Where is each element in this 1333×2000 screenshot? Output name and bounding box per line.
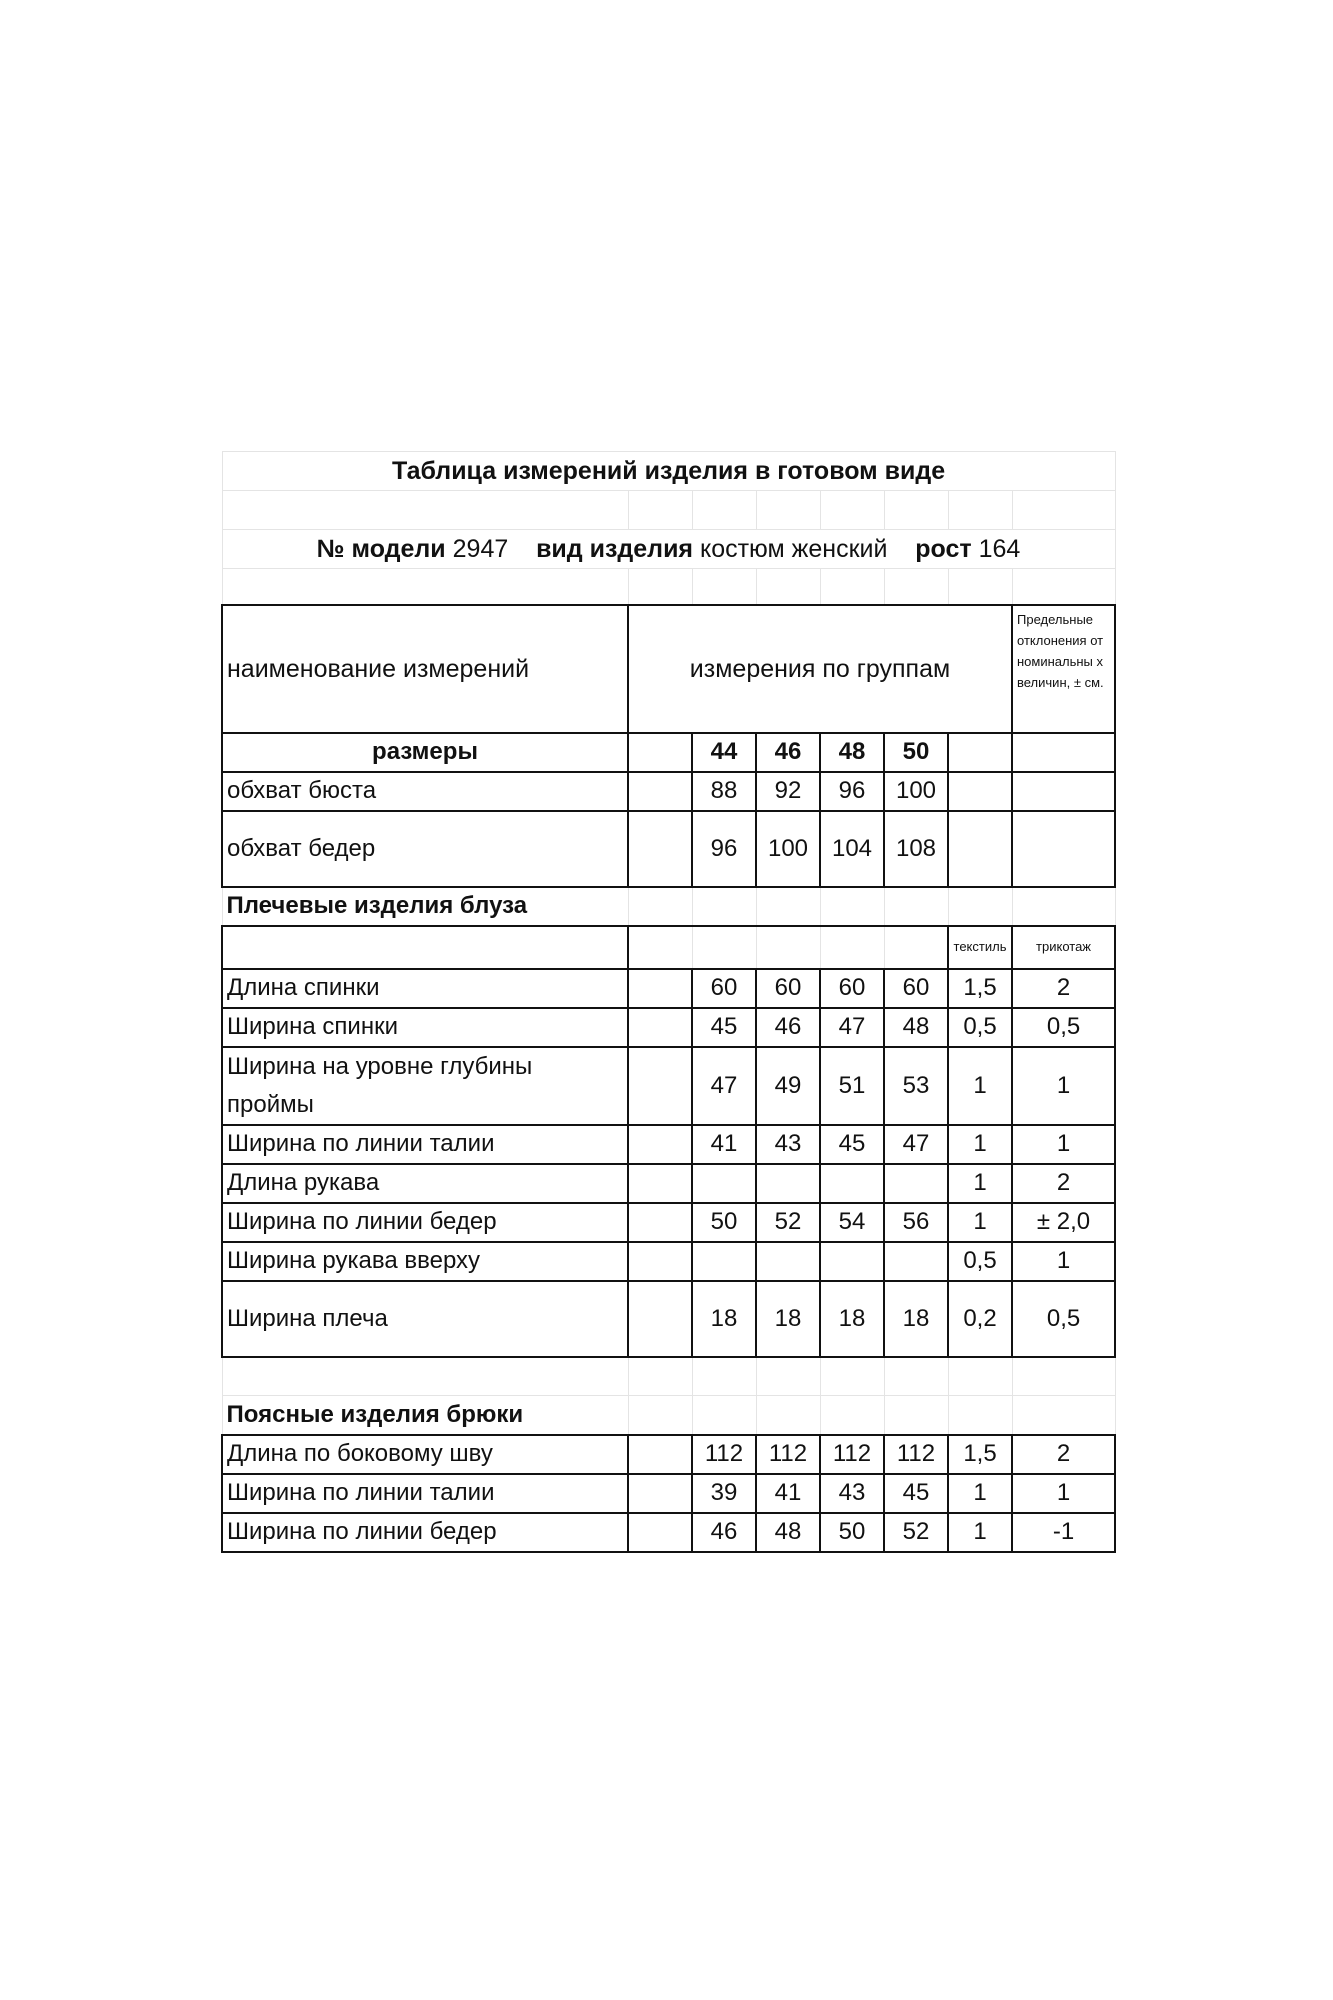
cell-value: 47 <box>692 1047 756 1125</box>
table-row <box>222 1008 1115 1047</box>
cell-value: 53 <box>884 1047 948 1125</box>
cell-textile: 1 <box>948 1474 1012 1513</box>
cell-value: 112 <box>820 1435 884 1474</box>
size-44: 44 <box>692 733 756 772</box>
table-row <box>222 811 1115 887</box>
cell-value <box>692 1242 756 1281</box>
cell-value: 112 <box>692 1435 756 1474</box>
cell-textile: 1,5 <box>948 969 1012 1008</box>
type-label: вид изделия <box>536 535 694 563</box>
row-label: Ширина по линии бедер <box>222 1203 628 1242</box>
cell-value: 45 <box>820 1125 884 1164</box>
cell-value: 47 <box>820 1008 884 1047</box>
cell-textile: 1 <box>948 1203 1012 1242</box>
row-label: Ширина спинки <box>222 1008 628 1047</box>
cell-value: 60 <box>692 969 756 1008</box>
cell-textile: 0,5 <box>948 1242 1012 1281</box>
cell-value: 39 <box>692 1474 756 1513</box>
cell-knit: 2 <box>1012 1164 1115 1203</box>
cell-value: 18 <box>756 1281 820 1357</box>
row-label: Ширина по линии талии <box>222 1474 628 1513</box>
table-row <box>222 1474 1115 1513</box>
height-value: 164 <box>978 535 1021 563</box>
cell-value: 112 <box>884 1435 948 1474</box>
section-title-trousers: Поясные изделия брюки <box>222 1396 628 1435</box>
cell-textile: 1 <box>948 1513 1012 1552</box>
cell-value <box>756 1242 820 1281</box>
cell-value: 112 <box>756 1435 820 1474</box>
row-label: Ширина на уровне глубины проймы <box>222 1047 628 1125</box>
cell-knit: 1 <box>1012 1047 1115 1125</box>
cell-value <box>692 1164 756 1203</box>
cell-value: 60 <box>884 969 948 1008</box>
cell-value: 41 <box>756 1474 820 1513</box>
cell-value: 88 <box>692 772 756 811</box>
cell-value: 60 <box>820 969 884 1008</box>
tolerance-header-textile: текстиль <box>948 926 1012 969</box>
cell-value: 56 <box>884 1203 948 1242</box>
cell-value: 18 <box>884 1281 948 1357</box>
header-groups-column: измерения по группам <box>628 605 1012 733</box>
tolerance-header-knit: трикотаж <box>1012 926 1115 969</box>
table-row <box>222 1281 1115 1357</box>
measurement-table <box>221 451 1116 1553</box>
row-label: Ширина плеча <box>222 1281 628 1357</box>
cell-knit: 2 <box>1012 969 1115 1008</box>
cell-knit: ± 2,0 <box>1012 1203 1115 1242</box>
measurement-sheet <box>221 451 1114 1553</box>
cell-value: 52 <box>884 1513 948 1552</box>
cell-value <box>884 1242 948 1281</box>
row-label: обхват бедер <box>222 811 628 887</box>
height-label: рост <box>915 535 972 563</box>
cell-value <box>756 1164 820 1203</box>
size-48: 48 <box>820 733 884 772</box>
cell-value: 46 <box>692 1513 756 1552</box>
size-50: 50 <box>884 733 948 772</box>
cell-value: 50 <box>820 1513 884 1552</box>
table-row <box>222 969 1115 1008</box>
cell-value: 45 <box>884 1474 948 1513</box>
cell-value: 48 <box>756 1513 820 1552</box>
cell-knit: 1 <box>1012 1474 1115 1513</box>
cell-value: 49 <box>756 1047 820 1125</box>
model-label: № модели <box>316 535 446 563</box>
table-row <box>222 1125 1115 1164</box>
table-row <box>222 1513 1115 1552</box>
cell-value: 96 <box>820 772 884 811</box>
cell-value: 92 <box>756 772 820 811</box>
sizes-label: размеры <box>222 733 628 772</box>
table-row <box>222 1164 1115 1203</box>
cell-value: 100 <box>756 811 820 887</box>
cell-value: 45 <box>692 1008 756 1047</box>
section-title-blouse: Плечевые изделия блуза <box>222 887 628 926</box>
cell-value: 60 <box>756 969 820 1008</box>
cell-textile: 1 <box>948 1164 1012 1203</box>
row-label: Длина по боковому шву <box>222 1435 628 1474</box>
cell-textile: 0,2 <box>948 1281 1012 1357</box>
cell-value: 18 <box>820 1281 884 1357</box>
row-label: Ширина по линии бедер <box>222 1513 628 1552</box>
cell-value: 52 <box>756 1203 820 1242</box>
size-46: 46 <box>756 733 820 772</box>
cell-value: 50 <box>692 1203 756 1242</box>
row-label: Длина спинки <box>222 969 628 1008</box>
table-title: Таблица измерений изделия в готовом виде <box>222 452 1115 491</box>
table-row <box>222 772 1115 811</box>
cell-value: 47 <box>884 1125 948 1164</box>
cell-knit: 1 <box>1012 1242 1115 1281</box>
cell-value: 46 <box>756 1008 820 1047</box>
cell-value: 100 <box>884 772 948 811</box>
cell-textile: 1 <box>948 1125 1012 1164</box>
cell-value <box>820 1242 884 1281</box>
table-row <box>222 1203 1115 1242</box>
cell-value: 51 <box>820 1047 884 1125</box>
row-label: обхват бюста <box>222 772 628 811</box>
cell-value: 43 <box>820 1474 884 1513</box>
model-value: 2947 <box>452 535 509 563</box>
row-label: Ширина рукава вверху <box>222 1242 628 1281</box>
cell-value <box>820 1164 884 1203</box>
table-row <box>222 1435 1115 1474</box>
cell-value: 104 <box>820 811 884 887</box>
cell-value: 96 <box>692 811 756 887</box>
cell-textile: 0,5 <box>948 1008 1012 1047</box>
cell-value: 41 <box>692 1125 756 1164</box>
cell-knit: 2 <box>1012 1435 1115 1474</box>
header-deviation-column: Предельные отклонения от номинальны х величин, ± см. <box>1012 605 1115 733</box>
cell-knit: 0,5 <box>1012 1008 1115 1047</box>
cell-value <box>884 1164 948 1203</box>
cell-value: 48 <box>884 1008 948 1047</box>
cell-value: 43 <box>756 1125 820 1164</box>
cell-value: 54 <box>820 1203 884 1242</box>
row-label: Ширина по линии талии <box>222 1125 628 1164</box>
cell-textile: 1 <box>948 1047 1012 1125</box>
cell-value: 108 <box>884 811 948 887</box>
cell-value: 18 <box>692 1281 756 1357</box>
type-value: костюм женский <box>699 535 888 563</box>
row-label: Длина рукава <box>222 1164 628 1203</box>
model-line <box>222 530 1115 569</box>
header-name-column: наименование измерений <box>222 605 628 733</box>
table-row <box>222 1242 1115 1281</box>
cell-knit: 1 <box>1012 1125 1115 1164</box>
cell-knit: 0,5 <box>1012 1281 1115 1357</box>
cell-textile: 1,5 <box>948 1435 1012 1474</box>
table-row <box>222 1047 1115 1125</box>
cell-knit: -1 <box>1012 1513 1115 1552</box>
